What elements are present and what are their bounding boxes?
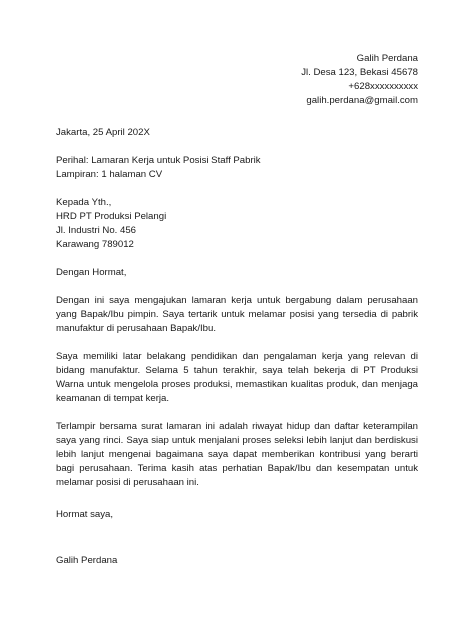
salutation: Dengan Hormat, [56,267,127,278]
closing: Hormat saya, [56,509,114,520]
sender-name: Galih Perdana [356,53,418,64]
letter-date: Jakarta, 25 April 202X [56,127,150,138]
sender-phone: +628xxxxxxxxxx [348,81,418,92]
recipient-block [56,196,418,252]
sender-email: galih.perdana@gmail.com [306,95,418,106]
body-paragraph-1: Dengan ini saya mengajukan lamaran kerja untuk bergabung dalam perusahaan yang Bapak/Ibu pimpin. Saya tertarik untuk melamar posisi yang tersedia di pabrik manufaktur di perusahaan Bapak/Ibu. [56,295,418,334]
subject-lampiran: Lampiran: 1 halaman CV [56,169,163,180]
sender-block [56,52,418,108]
recipient-company: HRD PT Produksi Pelangi [56,211,167,222]
subject-block [56,154,418,182]
recipient-greeting: Kepada Yth., [56,197,112,208]
sender-address: Jl. Desa 123, Bekasi 45678 [301,67,418,78]
subject-perihal: Perihal: Lamaran Kerja untuk Posisi Staff Pabrik [56,155,261,166]
recipient-street: Jl. Industri No. 456 [56,225,136,236]
signature-name: Galih Perdana [56,555,118,566]
body-paragraph-3: Terlampir bersama surat lamaran ini adalah riwayat hidup dan daftar keterampilan saya yang rinci. Saya siap untuk menjalani proses seleksi lebih lanjut dan berdiskusi lebih lanjut mengenai bagaimana saya dapat memberikan kontribusi yang berarti bagi perusahaan. Terima kasih atas perhatian Bapak/Ibu dan kesempatan untuk melamar posisi di perusahaan ini. [56,421,418,488]
body-paragraph-2: Saya memiliki latar belakang pendidikan dan pengalaman kerja yang relevan di bidang manufaktur. Selama 5 tahun terakhir, saya telah bekerja di PT Produksi Warna untuk mengelola proses produksi, memastikan kualitas produk, dan menjaga keamanan di tempat kerja. [56,351,418,404]
recipient-city: Karawang 789012 [56,239,134,250]
